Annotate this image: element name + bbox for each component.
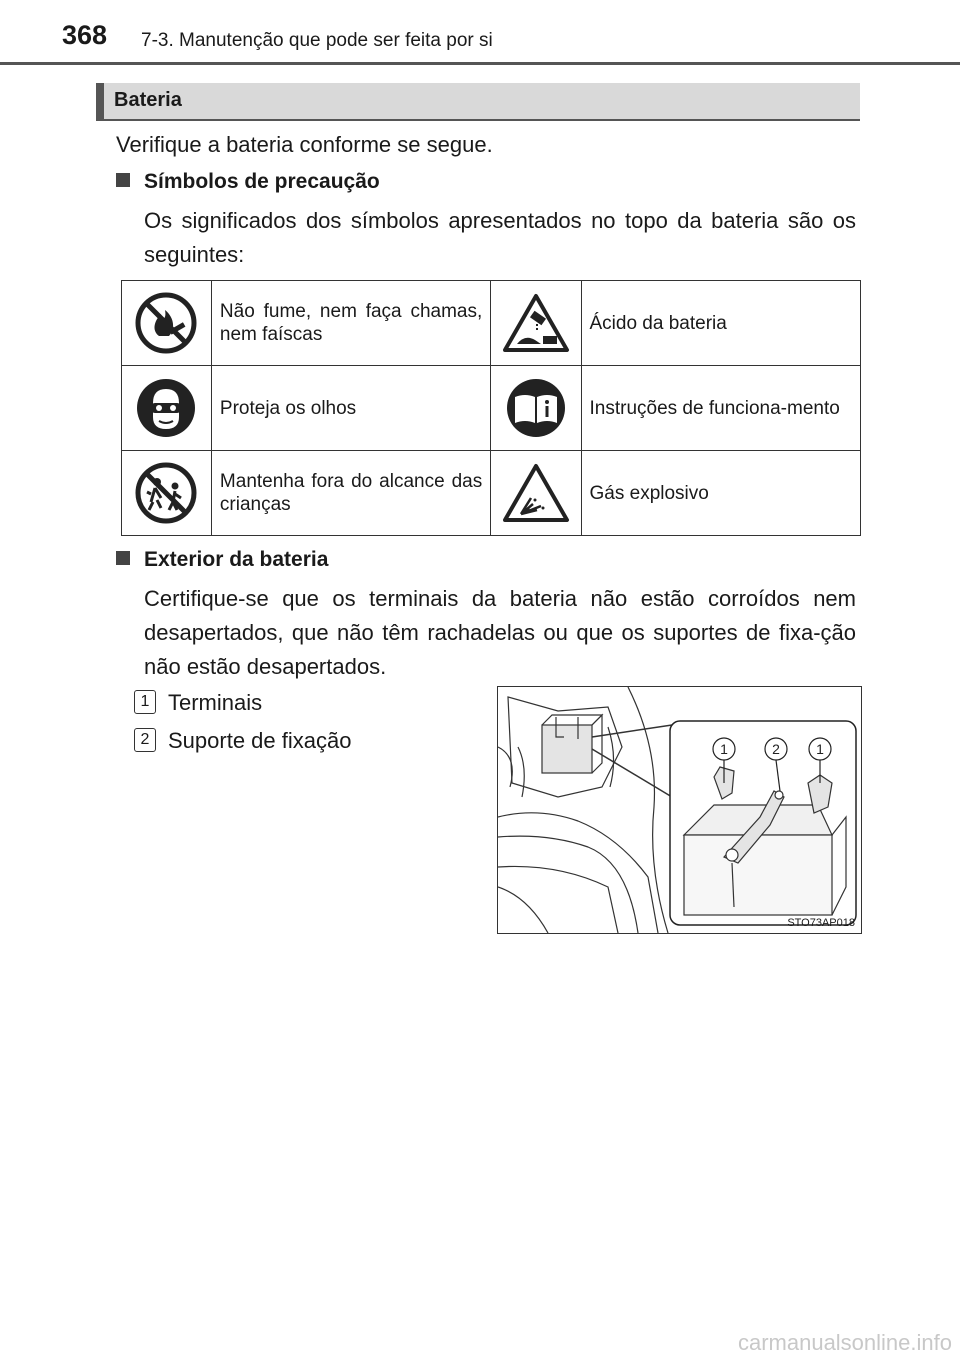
exterior-text: Certifique-se que os terminais da bateria não estão corroídos nem desapertados, que não têm rachadelas ou que os suportes de fixa-ção não estão desapertados. xyxy=(144,586,856,679)
precaution-heading xyxy=(116,170,380,194)
symbol-label: Ácido da bateria xyxy=(581,281,861,366)
explosive-gas-icon xyxy=(501,462,571,524)
callout-number: 2 xyxy=(134,728,156,752)
exterior-heading xyxy=(116,548,328,572)
symbol-cell xyxy=(122,451,212,536)
symbol-label: Instruções de funciona-mento xyxy=(581,366,861,451)
symbol-label: Gás explosivo xyxy=(581,451,861,536)
symbols-table xyxy=(121,280,861,536)
figure-code: STO73AP018 xyxy=(787,917,855,929)
watermark-text: carmanualsonline.info xyxy=(737,1330,952,1355)
keep-away-children-icon xyxy=(135,462,197,524)
legend-label: Terminais xyxy=(168,690,263,715)
figure-callout: 1 xyxy=(720,741,728,757)
precaution-text: Os significados dos símbolos apresentados no topo da bateria são os seguintes: xyxy=(144,208,856,267)
symbol-cell xyxy=(491,281,581,366)
symbol-cell xyxy=(122,281,212,366)
section-accent xyxy=(96,83,104,119)
symbol-label: Mantenha fora do alcance das crianças xyxy=(211,451,490,536)
table-row xyxy=(122,451,861,536)
precaution-heading-text: Símbolos de precaução xyxy=(144,170,380,193)
figure-callout: 1 xyxy=(816,741,824,757)
battery-acid-icon xyxy=(501,292,571,354)
no-smoking-flames-icon xyxy=(135,292,197,354)
operating-instructions-icon xyxy=(505,377,567,439)
battery-illustration xyxy=(497,686,862,934)
symbol-cell xyxy=(491,366,581,451)
section-title: Bateria xyxy=(114,89,182,111)
callout-number: 1 xyxy=(134,690,156,714)
bullet-square-icon xyxy=(116,551,130,565)
legend-label: Suporte de fixação xyxy=(168,728,352,753)
exterior-heading-text: Exterior da bateria xyxy=(144,548,329,571)
symbol-label: Não fume, nem faça chamas, nem faíscas xyxy=(211,281,490,366)
symbol-label: Proteja os olhos xyxy=(211,366,490,451)
bullet-square-icon xyxy=(116,173,130,187)
intro-text: Verifique a bateria conforme se segue. xyxy=(116,132,493,157)
header-divider xyxy=(0,62,960,65)
eye-protection-icon xyxy=(135,377,197,439)
symbol-cell xyxy=(491,451,581,536)
page-number: 368 xyxy=(62,20,108,50)
chapter-title: 7-3. Manutenção que pode ser feita por si xyxy=(141,30,493,51)
table-row xyxy=(122,366,861,451)
legend-item xyxy=(134,690,262,716)
figure-callout: 2 xyxy=(772,741,780,757)
symbol-cell xyxy=(122,366,212,451)
section-header xyxy=(96,83,860,121)
legend-item xyxy=(134,728,351,754)
engine-bay-illustration xyxy=(498,687,861,933)
table-row xyxy=(122,281,861,366)
